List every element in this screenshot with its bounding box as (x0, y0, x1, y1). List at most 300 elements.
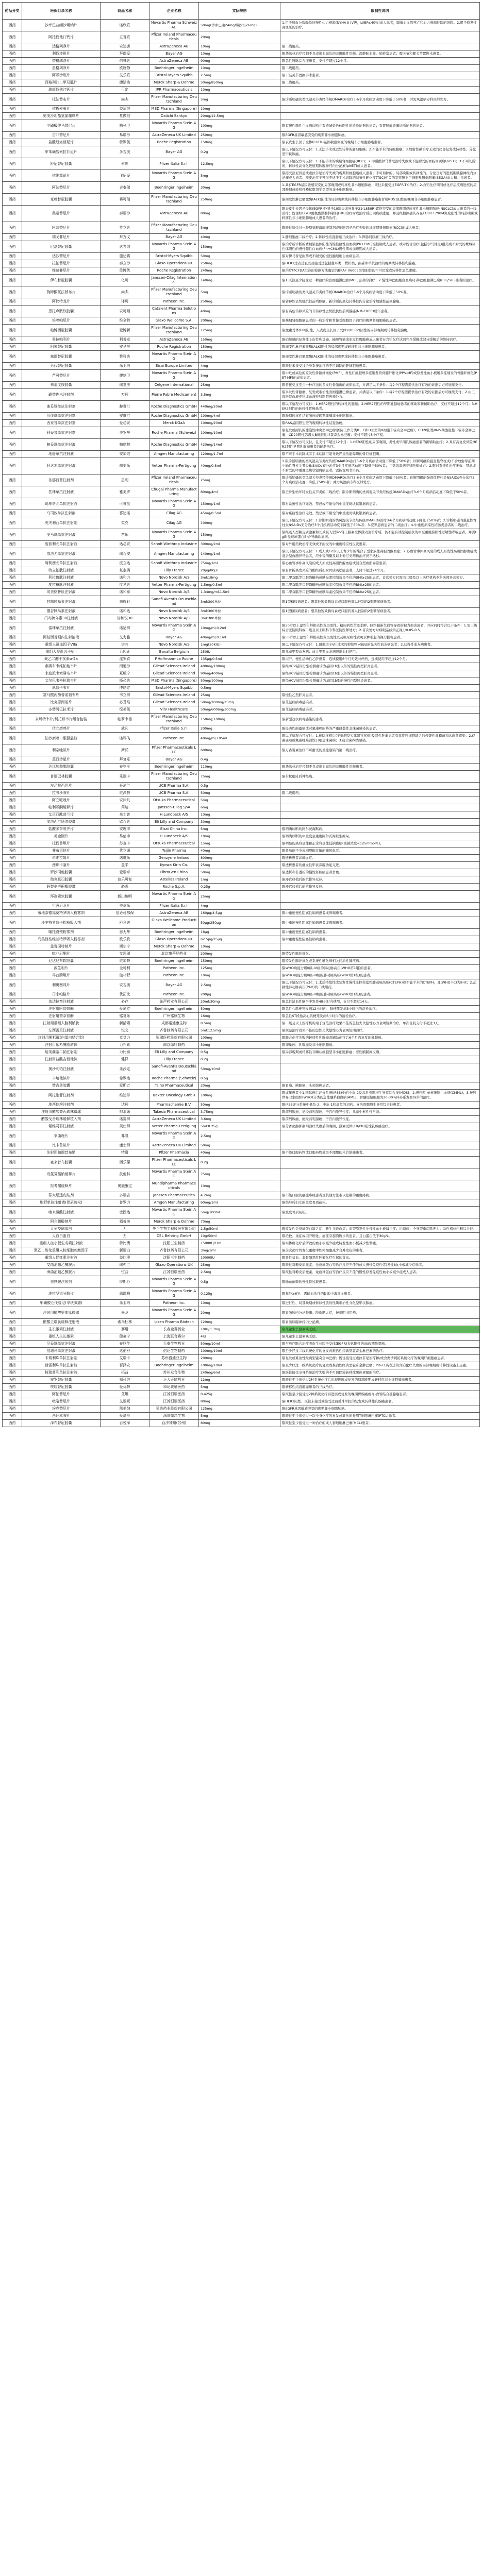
cell-catalog-name: 奥沙利铂注射液 (22, 1063, 101, 1075)
cell-company: Bayer AG (149, 146, 199, 158)
cell-category: 西药 (3, 286, 22, 298)
cell-catalog-name: 枸橼酸托法替布片 (22, 286, 101, 298)
cell-catalog-name: 依达拉奉注射液 (22, 998, 101, 1006)
cell-spec: 125mg (199, 1405, 280, 1413)
cell-restriction: 限规范治疗效果不佳的急性失代偿性心力衰竭短期治疗。 (280, 1027, 480, 1035)
table-row (3, 1348, 480, 1355)
cell-catalog-name: 奥美沙坦酯氢氯噻嗪片 (22, 113, 101, 120)
cell-restriction: 限既往对糖皮质激素、免疫球蛋白等治疗反应不佳的成人慢性免疫性(特发性)血小板减少症患者。 (280, 1262, 480, 1269)
cell-category: 西药 (3, 811, 22, 819)
cell-category: 西药 (3, 1377, 22, 1384)
cell-brand-name: 泰立沙 (101, 260, 149, 267)
cell-brand-name: 全可利 (101, 965, 149, 972)
cell-spec: 2.5mg (199, 1269, 280, 1276)
cell-catalog-name: 莫西沙星片 (22, 756, 101, 764)
cell-category: 西药 (3, 170, 22, 182)
cell-company: Novartis Pharma Stein AG (149, 1276, 199, 1288)
cell-company: Merck Sharp & Dohme (149, 79, 199, 87)
cell-brand-name: 飞尼妥 (101, 170, 149, 182)
table-row (3, 692, 480, 699)
table-row (3, 182, 480, 194)
cell-category: 西药 (3, 1262, 22, 1269)
table-row (3, 589, 480, 596)
cell-brand-name: 利普卓 (101, 336, 149, 344)
table-row (3, 451, 480, 458)
cell-category: 西药 (3, 1247, 22, 1255)
cell-brand-name: 英立达 (101, 222, 149, 234)
cell-restriction (280, 1180, 480, 1192)
cell-catalog-name: 吉非替尼片 (22, 132, 101, 139)
table-row (3, 58, 480, 65)
cell-company: Daiichi Sankyo (149, 113, 199, 120)
table-row (3, 1006, 480, 1013)
cell-spec: 0.2g (199, 146, 280, 158)
cell-company: Lilly France (149, 1056, 199, 1063)
cell-category: 西药 (3, 275, 22, 286)
cell-company: Cilag AG (149, 517, 199, 529)
cell-catalog-name: 环孢素软胶囊 (22, 891, 101, 903)
table-row (3, 1420, 480, 1427)
cell-spec: 75mg (199, 1168, 280, 1180)
cell-company: Cilag AG (149, 510, 199, 517)
cell-catalog-name: 美金刚片 (22, 833, 101, 840)
cell-company: Roche Diagnostics GmbH (149, 413, 199, 420)
cell-spec: 25mg (199, 474, 280, 486)
cell-category: 西药 (3, 1276, 22, 1288)
cell-brand-name: 凯美纳 (101, 1405, 149, 1413)
table-row (3, 811, 480, 819)
cell-company: Janssen-Cilag International (149, 275, 199, 286)
cell-catalog-name: 利奥西呱片 (22, 979, 101, 991)
cell-category: 西药 (3, 194, 22, 206)
cell-catalog-name: 度普利尤单抗注射液 (22, 541, 101, 548)
cell-company: 贝达药业股份有限公司 (149, 1405, 199, 1413)
cell-spec: 150mg (199, 241, 280, 253)
cell-category: 西药 (3, 891, 22, 903)
cell-company: Bayer AG (149, 50, 199, 58)
cell-company: Glaxo Operations UK (149, 936, 199, 943)
table-row (3, 958, 480, 965)
cell-restriction: 限既往对糖皮质激素、免疫球蛋白等治疗反应不佳的慢性原发免疫性血小板减少症成人患者。 (280, 1269, 480, 1276)
cell-category: 西药 (3, 1006, 22, 1013)
cell-catalog-name: 唑来膦酸注射液 (22, 1207, 101, 1218)
cell-spec: 25mg (199, 862, 280, 869)
cell-category: 西药 (3, 1049, 22, 1056)
cell-category: 西药 (3, 1123, 22, 1130)
cell-catalog-name: 罗沙司他胶囊 (22, 869, 101, 876)
header-restriction: 限制性说明 (280, 3, 480, 20)
cell-category: 西药 (3, 910, 22, 917)
table-row (3, 819, 480, 826)
cell-company: Amgen Manufacturing (149, 1199, 199, 1207)
cell-spec: 5ml:0.25g (199, 1123, 280, 1130)
cell-category: 西药 (3, 87, 22, 94)
cell-catalog-name: 度拉糖肽注射液 (22, 582, 101, 589)
cell-restriction (280, 804, 480, 811)
cell-catalog-name: 生长激素注射液 (22, 1326, 101, 1333)
cell-company: Patheon Inc. (149, 1300, 199, 1307)
cell-restriction: 限EGFR基因敏感突变的晚期非小细胞肺癌。 (280, 1405, 480, 1413)
cell-spec: 50mg (199, 1006, 280, 1013)
cell-category: 西药 (3, 979, 22, 991)
cell-brand-name: 维达莎 (101, 1090, 149, 1101)
cell-spec: 240mg (199, 267, 280, 275)
table-row (3, 903, 480, 910)
cell-catalog-name: 重组人促红素注射液 (22, 1255, 101, 1262)
cell-company: 先声药业有限公司 (149, 998, 199, 1006)
cell-spec: 50mg/850mg (199, 79, 280, 87)
table-row (3, 790, 480, 797)
cell-category: 西药 (3, 1398, 22, 1405)
cell-category: 西药 (3, 677, 22, 685)
table-row (3, 1207, 480, 1218)
cell-category: 西药 (3, 260, 22, 267)
drug-list-sheet (2, 2, 479, 1427)
table-row (3, 241, 480, 253)
cell-company: Pfizer Manufacturing Deutschland (149, 771, 199, 783)
cell-spec: 25mg (199, 692, 280, 699)
cell-catalog-name: 泊沙康唑口服混悬液 (22, 733, 101, 744)
cell-spec: 200mg (199, 317, 280, 325)
cell-category: 西药 (3, 929, 22, 936)
cell-company: Novartis Pharma Stein AG (149, 891, 199, 903)
cell-category: 西药 (3, 670, 22, 677)
cell-restriction: 限艾滋病病毒感染者。 (280, 699, 480, 706)
cell-company: Bayer AG (149, 634, 199, 641)
cell-company: Pfizer Italia S.r.l. (149, 903, 199, 910)
cell-spec: 110mg (199, 764, 280, 771)
cell-spec: 50mg (199, 790, 280, 797)
cell-spec: 75mg (199, 771, 280, 783)
cell-catalog-name: 替吉奥胶囊 (22, 1082, 101, 1090)
table-row (3, 222, 480, 234)
cell-catalog-name: 地舒单抗注射液 (22, 451, 101, 458)
cell-catalog-name: 重组人凝血因子VIIa (22, 641, 101, 649)
cell-catalog-name: 普瑞巴林胶囊 (22, 771, 101, 783)
table-row (3, 1199, 480, 1207)
cell-company: 沈阳三生制药 (149, 1255, 199, 1262)
cell-company: Pfizer Manufacturing Deutschland (149, 94, 199, 106)
cell-restriction: 限既往接受过一种酪氨酸激酶抑制剂或细胞因子治疗失败的进展期肾细胞癌(RCC)的成人患者。 (280, 222, 480, 234)
table-row (3, 1398, 480, 1405)
cell-restriction: 限以下情况方可支付：1.术后持续性或复发性慢性血栓栓塞性肺动脉高压(CTEPH)或不能手术的CTEPH，且(WHO FC)为II-III；2.动脉性肺动脉高压(PAH)的二线用药。 (280, 979, 480, 991)
cell-catalog-name: 阿达木单抗注射液 (22, 458, 101, 474)
cell-restriction: 限对外用药物治疗无效或不耐受的中重度特应性皮炎患者。 (280, 541, 480, 548)
cell-restriction: 限经吸入型糖皮质激素和长效吸入型β2-肾上腺素受体激动剂治疗后，仍不能有效控制症状的中至重度持续性过敏性哮喘患者，并需IgE(免疫球蛋白E)介导确诊证据。 (280, 529, 480, 541)
cell-restriction: 限胃癌、胰腺癌、头颈部癌患者。 (280, 1082, 480, 1090)
cell-catalog-name: 甲苯磺酸索拉非尼片 (22, 146, 101, 158)
cell-catalog-name: 帕博西尼胶囊 (22, 325, 101, 336)
table-row (3, 1056, 480, 1063)
cell-brand-name: 安律凡 (101, 797, 149, 804)
cell-restriction (280, 811, 480, 819)
cell-brand-name: 帕罗韦德 (101, 714, 149, 725)
cell-restriction: 限1型糖尿病患者；限其他短效胰岛素或口服药难以控制的2型糖尿病患者。 (280, 596, 480, 608)
cell-spec: 150mg (199, 958, 280, 965)
cell-brand-name: 力比泰 (101, 1049, 149, 1056)
cell-company: AstraZeneca UK Limited (149, 1116, 199, 1123)
cell-category: 西药 (3, 1391, 22, 1398)
cell-restriction: 限全身型幼年特发性关节炎的二线治疗；限诊断明确的类风湿关节炎经传统DMARDs治疗3-6个月疾病活动度下降低于50%者。 (280, 486, 480, 498)
cell-spec: 18μg (199, 929, 280, 936)
cell-category: 西药 (3, 1326, 22, 1333)
cell-restriction: 限晚期肾细胞癌患者的一线治疗和曾接受细胞因子治疗的晚期肾细胞癌的患者。 (280, 317, 480, 325)
cell-spec: 45mg/0.5ml (199, 510, 280, 517)
cell-spec: 5mg (199, 222, 280, 234)
cell-catalog-name: 西妥昔单抗注射剂 (22, 420, 101, 427)
cell-restriction: 限经HCV基因分型检测确诊为基因1b型以外的慢性丙型肝炎患者。 (280, 670, 480, 677)
table-row (3, 1307, 480, 1319)
table-row (3, 20, 480, 31)
table-row (3, 998, 480, 1006)
cell-restriction: 限重度骨质疏松。 (280, 1207, 480, 1218)
cell-company: Novartis Pharma Stein AG (149, 1288, 199, 1300)
cell-company: 沈阳三生制药 (149, 1240, 199, 1247)
cell-catalog-name: 呋喹替尼胶囊 (22, 1384, 101, 1391)
cell-brand-name: 绥美凯 (101, 706, 149, 714)
table-row (3, 910, 480, 917)
cell-brand-name: 索坦 (101, 158, 149, 170)
table-row (3, 275, 480, 286)
cell-brand-name: 新山地明 (101, 891, 149, 903)
cell-company: Janssen-Cilag SpA (149, 804, 199, 811)
cell-brand-name: 诺适得 (101, 622, 149, 634)
cell-brand-name: 得斯芬 (101, 1276, 149, 1288)
table-row (3, 582, 480, 589)
cell-company: 齐鲁制药有限公司 (149, 1027, 199, 1035)
cell-catalog-name: 雷珠单抗注射液 (22, 622, 101, 634)
cell-spec: 20mg/12.5mg (199, 113, 280, 120)
cell-catalog-name: 乌美溴铵维兰特罗吸入粉雾剂 (22, 936, 101, 943)
cell-spec: 100mg/4ml (199, 413, 280, 420)
cell-restriction: 限有高危转移风险的非转移性去势抵抗性前列腺癌(NM-CRPC)成年患者。 (280, 306, 480, 317)
cell-brand-name: 瑞百安 (101, 548, 149, 560)
cell-restriction: 限中重度慢性阻塞性肺病患者或哮喘患者。 (280, 910, 480, 917)
cell-catalog-name: 培唑帕尼片 (22, 317, 101, 325)
cell-category: 西药 (3, 1082, 22, 1090)
cell-restriction: 限不能口服药物或口服药物效果不理想的术后镇痛患者。 (280, 1149, 480, 1157)
cell-brand-name: 诺其 (101, 641, 149, 649)
table-row (3, 596, 480, 608)
cell-company: Patheon Inc. (149, 298, 199, 306)
cell-catalog-name: 芦可替尼片 (22, 370, 101, 382)
cell-category: 西药 (3, 1333, 22, 1341)
cell-restriction: 限前列腺癌、绝经前乳腺癌、子宫内膜异位症。 (280, 1116, 480, 1123)
cell-restriction: 限WHO功能分级II级-III级的肺动脉高压(WHO第1组)的患者。 (280, 991, 480, 998)
table-row (3, 1355, 480, 1362)
cell-restriction (280, 943, 480, 951)
cell-catalog-name: 甲磺酸伊马替尼片 (22, 120, 101, 132)
cell-spec: 0.5g (199, 1049, 280, 1056)
cell-company: Chugai Pharma Manufacturing (149, 486, 199, 498)
table-row (3, 876, 480, 884)
cell-category: 西药 (3, 1090, 22, 1101)
cell-restriction: 限特发性肺纤维化。 (280, 951, 480, 958)
table-row (3, 517, 480, 529)
table-row (3, 401, 480, 413)
cell-company: Mundipharma Pharmaceuticals (149, 1180, 199, 1192)
cell-catalog-name: 甲磺酸仑伐替尼(甲状腺癌) (22, 1300, 101, 1307)
cell-spec: 150mg (199, 351, 280, 363)
table-row (3, 756, 480, 764)
cell-restriction: 限复发或耐药的滤泡性中央型淋巴瘤(国际工作分类B、C和D亚型的B细胞非霍奇金淋巴瘤)，CD20阳性III-IV期滤泡性非霍奇金淋巴瘤，CD20阳性弥漫大B细胞性非霍奇金淋巴瘤；支付不超过8个疗程。 (280, 427, 480, 439)
cell-catalog-name: 依那西普注射剂 (22, 474, 101, 486)
cell-restriction: 限多发性骨髓瘤、复发或难治性套细胞淋巴瘤患者，并满足以下条件：1.每2个疗程需提供治疗有效的证据后方可继续支付；2.由三级医院血液专科或血液专科医院医师处方。 (280, 389, 480, 401)
cell-company: Roche Registration (149, 344, 199, 351)
cell-restriction: 限以下情况方可支付：1.凝血因子VIII或IX的抑制物>5BU的先天性血友病患者；2.获得性血友病患者。 (280, 641, 480, 649)
cell-company: Pfizer Pharmacia (149, 1149, 199, 1157)
cell-brand-name: 诺科飞 (101, 733, 149, 744)
cell-company: 百济神州(苏州) (149, 1420, 199, 1427)
cell-catalog-name: 来迪派韦索磷布韦片 (22, 670, 101, 677)
table-row (3, 891, 480, 903)
table-row (3, 286, 480, 298)
cell-category: 西药 (3, 692, 22, 699)
cell-catalog-name: 贝伐珠单抗注射剂 (22, 413, 101, 420)
cell-spec: 6mg (199, 804, 280, 811)
cell-spec: 5mg (199, 826, 280, 833)
cell-company: 上海联合赛尔 (149, 1333, 199, 1341)
cell-category: 西药 (3, 106, 22, 113)
cell-restriction: 限明确诊断的阿尔茨海默病。 (280, 826, 480, 833)
cell-category: 西药 (3, 1101, 22, 1109)
cell-category: 西药 (3, 1130, 22, 1142)
cell-spec: 3ml:300单位 (199, 615, 280, 622)
cell-brand-name: 西乐葆 (101, 1157, 149, 1168)
cell-restriction: 限二甲双胍等口服降糖药或胰岛素控制效果不佳的BMI≥25的患者。 (280, 589, 480, 596)
cell-category: 西药 (3, 1013, 22, 1020)
cell-company: Roche Diagnostics GmbH (149, 401, 199, 413)
cell-brand-name: 爱谱沙 (101, 1413, 149, 1420)
cell-catalog-name: 艾尔巴韦格拉瑞韦片 (22, 677, 101, 685)
cell-spec: 3ml:18mg (199, 574, 280, 582)
cell-category: 西药 (3, 744, 22, 756)
cell-restriction: 限至少经过二线系统化疗的复发或难治性经典型霍奇金淋巴瘤的治疗。 (280, 1348, 480, 1355)
cell-catalog-name: 尼妥珠单抗注射液 (22, 1341, 101, 1348)
cell-catalog-name: 阿立哌唑片 (22, 797, 101, 804)
cell-company: Boehringer Ingelheim (149, 1006, 199, 1013)
cell-catalog-name: 盐酸厄洛替尼片 (22, 139, 101, 146)
cell-category: 西药 (3, 1269, 22, 1276)
cell-company: 广州铭康生物 (149, 1013, 199, 1020)
cell-brand-name: 艾思瑞 (101, 951, 149, 958)
cell-company: Novartis Pharma Stein AG (149, 1207, 199, 1218)
cell-spec: 120mg/1.7ml (199, 451, 280, 458)
cell-company: Kyowa Kirin Co. (149, 862, 199, 869)
cell-brand-name: 特比澳 (101, 1240, 149, 1247)
table-row (3, 804, 480, 811)
table-row (3, 670, 480, 677)
cell-company: Pfizer Pharmaceuticals LLC (149, 744, 199, 756)
table-row (3, 267, 480, 275)
cell-company: Roche Pharma (Schweiz) (149, 427, 199, 439)
table-row (3, 194, 480, 206)
cell-company: H.Lundbeck A/S (149, 833, 199, 840)
cell-catalog-name: 沙美特罗替卡松粉吸入剂 (22, 917, 101, 929)
cell-restriction: 限肾性贫血、非骨髓恶性肿瘤化疗引起的贫血。 (280, 1255, 480, 1262)
cell-category: 西药 (3, 965, 22, 972)
cell-category: 西药 (3, 783, 22, 790)
cell-restriction: 限胃肠胰腺神经内分泌瘤。 (280, 1319, 480, 1326)
cell-catalog-name: 氟维司群注射液 (22, 1123, 101, 1130)
cell-catalog-name: 克唑替尼胶囊 (22, 194, 101, 206)
cell-spec: 0.4g (199, 756, 280, 764)
cell-spec: 80mg (199, 206, 280, 222)
cell-category: 西药 (3, 498, 22, 510)
cell-spec: 1.34mg/ml,1.5ml (199, 589, 280, 596)
cell-brand-name: 抑那通 (101, 1109, 149, 1116)
table-row (3, 936, 480, 943)
cell-category: 西药 (3, 1341, 22, 1348)
cell-catalog-name: 托珠单抗注射液 (22, 486, 101, 498)
cell-brand-name: 艾瑞卡 (101, 1355, 149, 1362)
cell-category: 西药 (3, 972, 22, 979)
cell-catalog-name: 司美格鲁肽注射液 (22, 589, 101, 596)
cell-spec: 800mg (199, 855, 280, 862)
cell-company: 华兰生物工程股份有限公司 (149, 1226, 199, 1233)
cell-catalog-name: 门冬胰岛素30注射液 (22, 615, 101, 622)
table-row (3, 420, 480, 427)
cell-category: 西药 (3, 234, 22, 241)
cell-category: 西药 (3, 622, 22, 634)
cell-catalog-name: 奈玛特韦片/利托那韦片组合包装 (22, 714, 101, 725)
cell-brand-name: 安加维 (101, 451, 149, 458)
cell-restriction: 限肾功能不全或别嘌醇过敏的痛风患者。 (280, 848, 480, 855)
cell-category: 西药 (3, 139, 22, 146)
table-row (3, 1049, 480, 1056)
cell-spec: 4mg (199, 363, 280, 370)
cell-brand-name: 安达唐 (101, 43, 149, 50)
cell-company: Pfizer Manufacturing Deutschland (149, 714, 199, 725)
cell-company: 苏州众合生物 (149, 1369, 199, 1377)
cell-brand-name: 奥施康定 (101, 1180, 149, 1192)
cell-catalog-name: 阿帕替尼片 (22, 1391, 101, 1398)
cell-restriction: 限以下情况方可支付：1.不能手术的晚期肾细胞癌(RCC)；2.甲磺酸伊马替尼治疗失败或不能耐受的胃肠间质瘤(GIST)；3.不可切除的，转移性高分化进展期胰腺神经内分泌瘤(pNET)成人患者。 (280, 158, 480, 170)
cell-category: 西药 (3, 474, 22, 486)
cell-brand-name: 希罗达 (101, 1075, 149, 1082)
header-brand-name: 商品名称 (101, 3, 149, 20)
cell-restriction: 限以下情况方可支付：1.诊断明确的类风湿关节炎经传统DMARDs治疗3-6个月疾病活动度下降低于50%者；2.诊断明确的强直性脊柱炎NSAIDs充分治疗3个月疾病活动度下降低于50%者；3.克罗恩病患者的二线治疗；4.中重度溃疡性结肠炎患者的二线治疗。 (280, 517, 480, 529)
cell-brand-name: 优拓比 (101, 991, 149, 998)
cell-category: 西药 (3, 1056, 22, 1063)
cell-brand-name: 拓益 (101, 1369, 149, 1377)
cell-category: 西药 (3, 351, 22, 363)
cell-catalog-name: 吡非尼酮片 (22, 951, 101, 958)
cell-brand-name: 乐卫玛 (101, 1300, 149, 1307)
cell-brand-name: 立普妥 (101, 31, 149, 43)
cell-category: 西药 (3, 241, 22, 253)
cell-brand-name: 信必可都保 (101, 910, 149, 917)
table-row (3, 771, 480, 783)
table-row (3, 50, 480, 58)
cell-restriction: 限治疗新诊断的费城染色体阳性的慢性髓性白血病(Ph+CML)慢性期成人患者，或对既往治疗(包括伊马替尼)耐药或不耐受的费城染色体阳性的慢性髓性白血病(Ph+CML)慢性期或加速期成人患者。 (280, 241, 480, 253)
cell-spec: 50mg/10ml (199, 1341, 280, 1348)
cell-catalog-name: 塞瑞替尼胶囊 (22, 351, 101, 363)
cell-spec: 250mg (199, 132, 280, 139)
cell-spec: 10mg (199, 833, 280, 840)
cell-company: 百泰生物药业 (149, 1341, 199, 1348)
cell-spec: 5mg (199, 170, 280, 182)
cell-company: Glaxo Operations UK (149, 260, 199, 267)
cell-restriction (280, 31, 480, 43)
cell-restriction: 限铂敏感的复发性上皮性卵巢癌、输卵管癌或原发性腹膜癌成人患者在含铂化疗达到完全缓解或部分缓解后的维持治疗。 (280, 336, 480, 344)
cell-company: AstraZeneca UK Limited (149, 1142, 199, 1149)
cell-spec: 100mg/10ml (199, 427, 280, 439)
cell-category: 西药 (3, 936, 22, 943)
table-row (3, 139, 480, 146)
cell-spec: 0.5g (199, 1276, 280, 1288)
table-row (3, 917, 480, 929)
